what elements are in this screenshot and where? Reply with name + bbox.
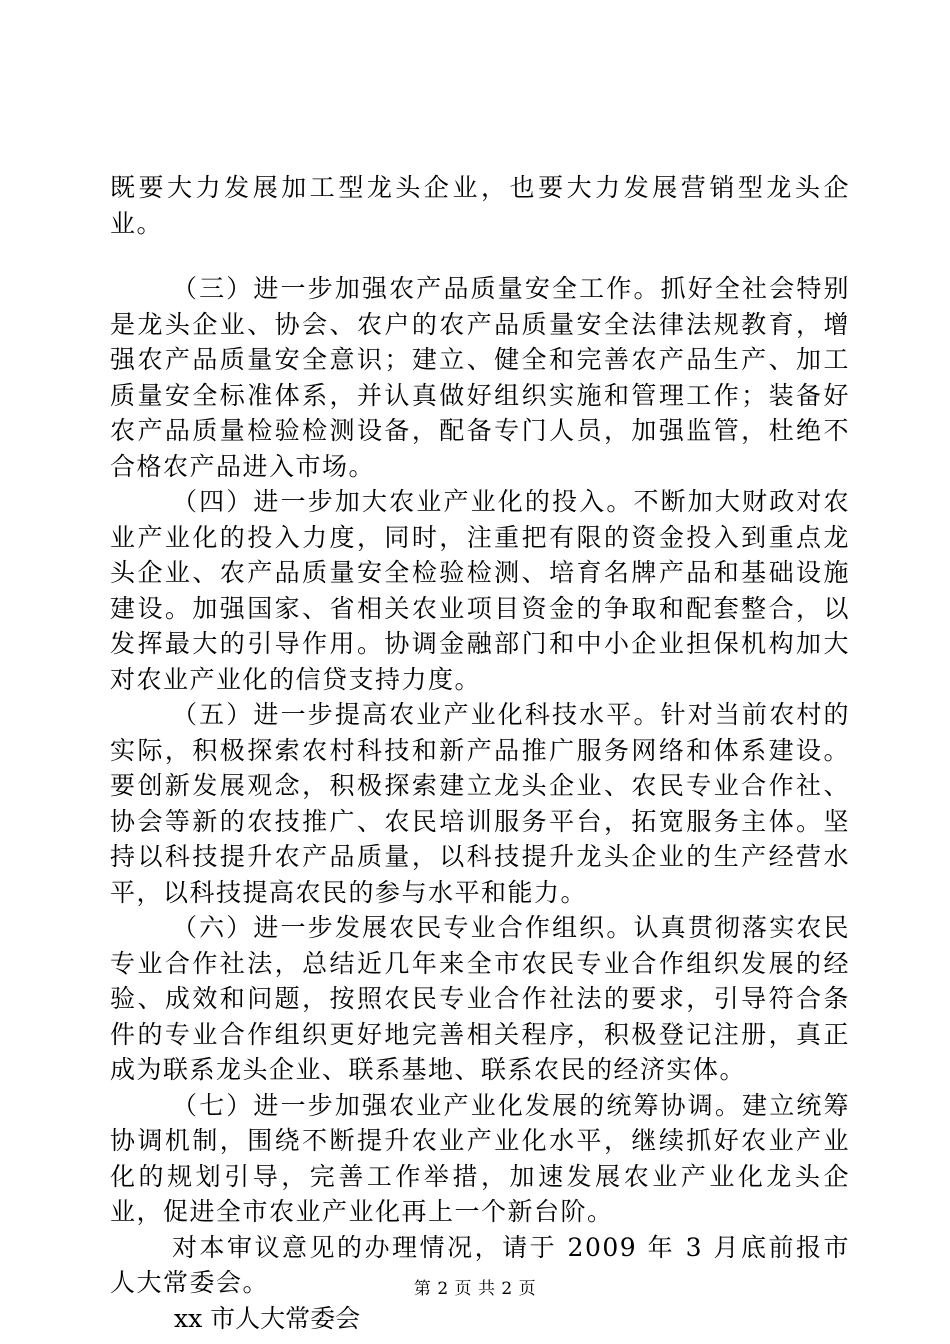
signature: xx 市人大常委会 xyxy=(174,1303,361,1333)
page-footer xyxy=(0,1274,950,1299)
paragraph-closing-request: 对本审议意见的办理情况，请于 2009 年 3 月底前报市人大常委会。 xyxy=(110,1232,850,1297)
paragraph-section-6: （六）进一步发展农民专业合作组织。认真贯彻落实农民专业合作社法，总结近几年来全市农民专业合作组织发展的经验、成效和问题，按照农民专业合作社法的要求，引导符合条件的专业合作组织更好地完善相关程序，积极登记注册，真正成为联系龙头企业、联系基地、联系农民的经济实体。 xyxy=(110,913,850,1084)
paragraph-section-4: （四）进一步加大农业产业化的投入。不断加大财政对农业产业化的投入力度，同时，注重把有限的资金投入到重点龙头企业、农产品质量安全检验检测、培育名牌产品和基础设施建设。加强国家、省相关农业项目资金的争取和配套整合，以发挥最大的引导作用。协调金融部门和中小企业担保机构加大对农业产业化的信贷支持力度。 xyxy=(110,487,850,694)
page-number-label: 第 2 页 共 2 页 xyxy=(413,1279,537,1299)
paragraph-section-5: （五）进一步提高农业产业化科技水平。针对当前农村的实际，积极探索农村科技和新产品推广服务网络和体系建设。要创新发展观念，积极探索建立龙头企业、农民专业合作社、协会等新的农技推广、农民培训服务平台，拓宽服务主体。坚持以科技提升农产品质量，以科技提升龙头企业的生产经营水平，以科技提高农民的参与水平和能力。 xyxy=(110,700,850,907)
document-body xyxy=(110,170,850,1336)
paragraph-section-7: （七）进一步加强农业产业化发展的统筹协调。建立统筹协调机制，围绕不断提升农业产业化水平，继续抓好农业产业化的规划引导，完善工作举措，加速发展农业产业化龙头企业，促进全市农业产业化再上一个新台阶。 xyxy=(110,1090,850,1226)
paragraph-section-3: （三）进一步加强农产品质量安全工作。抓好全社会特别是龙头企业、协会、农户的农产品质量安全法律法规教育，增强农产品质量安全意识；建立、健全和完善农产品生产、加工质量安全标准体系，并认真做好组织实施和管理工作；装备好农产品质量检验检测设备，配备专门人员，加强监管，杜绝不合格农产品进入市场。 xyxy=(110,274,850,481)
paragraph-continuation: 既要大力发展加工型龙头企业，也要大力发展营销型龙头企业。 xyxy=(110,173,850,238)
